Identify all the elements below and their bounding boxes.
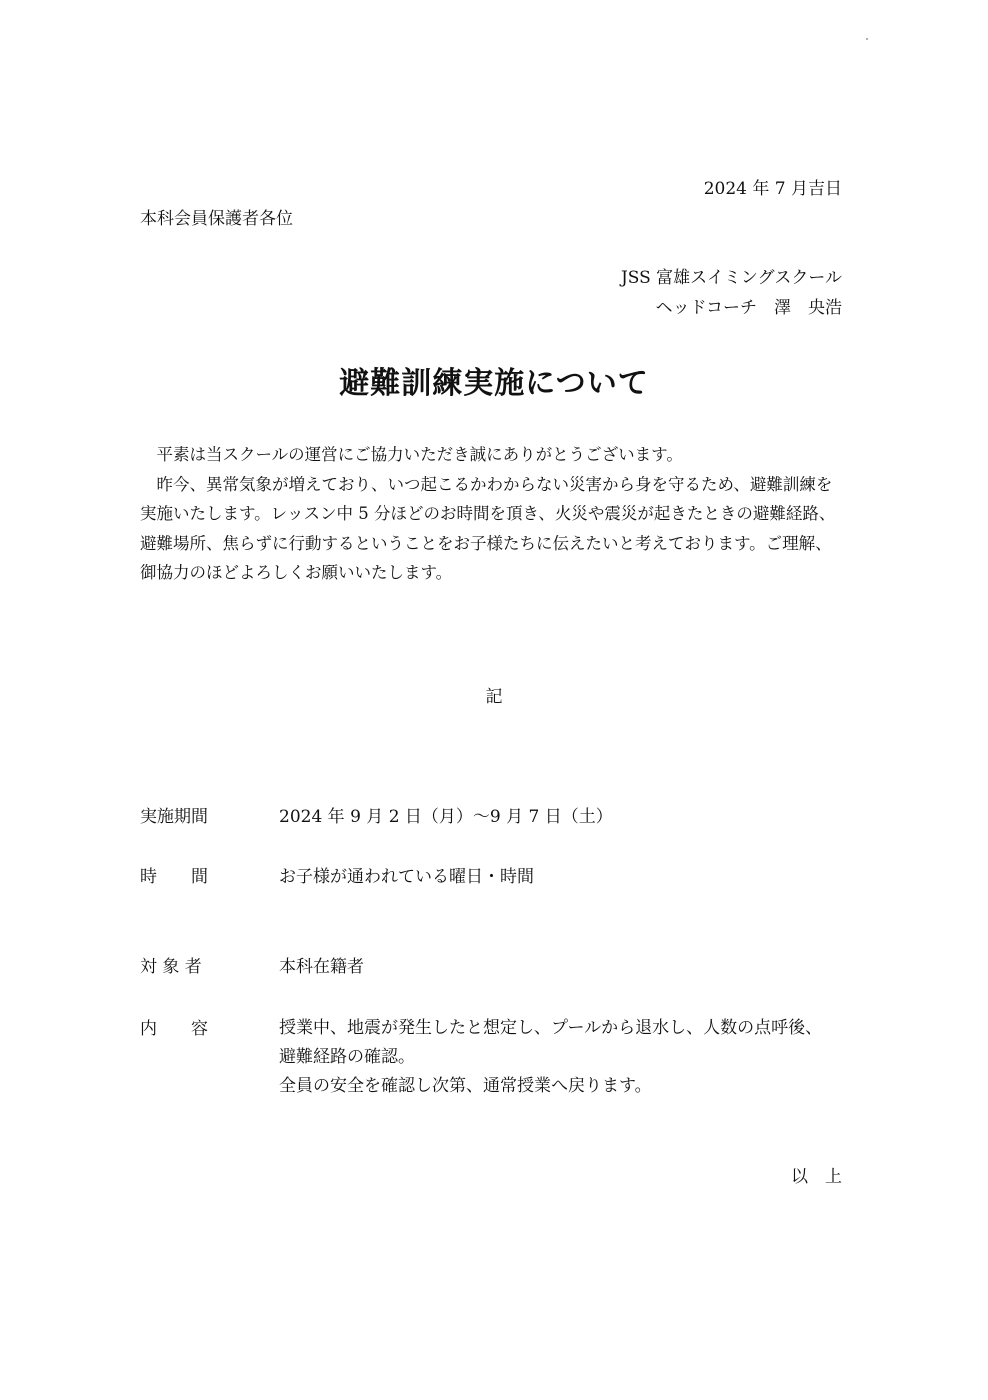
- scan-speck: [866, 38, 868, 40]
- addressee: 本科会員保護者各位: [140, 209, 293, 229]
- content-line: 全員の安全を確認し次第、通常授業へ戻ります。: [279, 1076, 652, 1096]
- time-value: お子様が通われている曜日・時間: [279, 867, 534, 887]
- page-title: 避難訓練実施について: [339, 366, 649, 401]
- content-line: 授業中、地震が発生したと想定し、プールから退水し、人数の点呼後、: [279, 1018, 823, 1038]
- target-label: 対 象 者: [140, 957, 202, 977]
- period-label: 実施期間: [140, 807, 208, 827]
- target-value: 本科在籍者: [279, 957, 364, 977]
- time-label: 時 間: [140, 867, 208, 887]
- document-date: 2024 年 7 月吉日: [703, 179, 842, 199]
- ki-heading: 記: [485, 687, 503, 707]
- sender-organization: JSS 富雄スイミングスクール: [620, 268, 842, 288]
- closing-remark: 以 上: [791, 1167, 842, 1187]
- period-value: 2024 年 9 月 2 日（月）～9 月 7 日（土）: [279, 807, 613, 827]
- body-text: [140, 440, 846, 588]
- content-value: [279, 1014, 869, 1101]
- content-line: 避難経路の確認。: [279, 1047, 415, 1067]
- body-paragraph-greeting: 平素は当スクールの運営にご協力いただき誠にありがとうございます。: [156, 445, 683, 464]
- content-label: 内 容: [140, 1019, 208, 1039]
- sender-name: ヘッドコーチ 澤 央浩: [655, 298, 842, 318]
- body-paragraph-main: 昨今、異常気象が増えており、いつ起こるかわからない災害から身を守るため、避難訓練を実施いたします。レッスン中 5 分ほどのお時間を頂き、火災や震災が起きたときの避難経路、避難場所、焦らずに行動するということをお子様たちに伝えたいと考えております。ご理解、御協力のほどよろしくお願いいたします。: [140, 474, 836, 582]
